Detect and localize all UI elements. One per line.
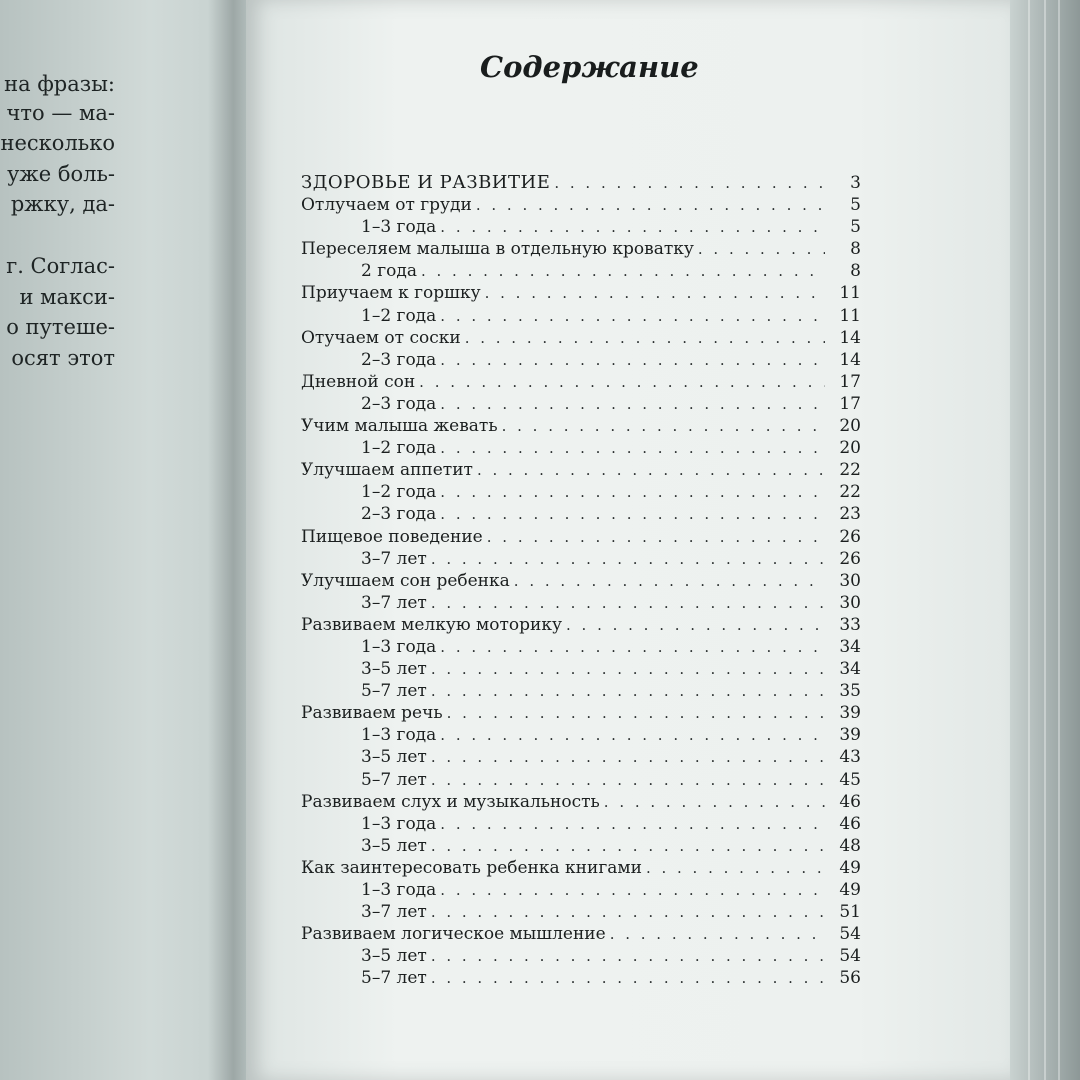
toc-entry	[301, 813, 861, 835]
toc-entry	[301, 680, 861, 702]
toc-leader-dots	[431, 592, 825, 614]
toc-entry	[301, 526, 861, 548]
toc-entry-page: 39	[839, 703, 861, 724]
toc-entry-label: 1–2 года	[361, 482, 437, 503]
toc-entry-page: 11	[839, 283, 861, 304]
toc-entry-page: 30	[839, 592, 861, 613]
toc-entry-page: 43	[839, 747, 861, 768]
toc-entry-page: 49	[839, 857, 861, 878]
toc-entry-label: 1–3 года	[361, 217, 437, 238]
toc-entry	[301, 548, 861, 570]
toc-leader-dots	[440, 879, 825, 901]
toc-leader-dots	[431, 658, 825, 680]
toc-entry-page: 5	[850, 217, 861, 238]
toc-leader-dots	[698, 238, 825, 260]
toc-entry-page: 23	[839, 504, 861, 525]
toc-entry-page: 45	[839, 769, 861, 790]
toc-entry-page: 49	[839, 880, 861, 900]
left-page-line: осят этот	[11, 346, 115, 370]
toc-entry-label: Развиваем мелкую моторику	[301, 614, 562, 635]
toc-entry-label: 3–5 лет	[361, 946, 427, 967]
toc-entry-page: 20	[839, 438, 861, 459]
toc-entry	[301, 260, 861, 282]
toc-entry-page: 54	[839, 946, 861, 967]
toc-entry-label: Приучаем к горшку	[301, 283, 481, 304]
toc-entry-label: 1–2 года	[361, 305, 437, 326]
toc-entry-label: 3–5 лет	[361, 835, 427, 856]
toc-entry	[301, 238, 861, 260]
toc-entry-page: 17	[839, 371, 861, 392]
toc-entry	[301, 305, 861, 327]
toc-entry	[301, 923, 861, 945]
toc-leader-dots	[604, 791, 825, 813]
toc-leader-dots	[487, 526, 825, 548]
toc-entry	[301, 658, 861, 680]
toc-entry	[301, 327, 861, 349]
toc-entry-label: 5–7 лет	[361, 769, 427, 790]
toc-entry	[301, 945, 861, 967]
toc-entry	[301, 437, 861, 459]
page-title: Содержание	[480, 50, 699, 84]
toc-entry-label: Развиваем речь	[301, 703, 443, 724]
toc-leader-dots	[477, 459, 825, 481]
toc-entry-label: Учим малыша жевать	[301, 416, 498, 437]
toc-entry-label: 5–7 лет	[361, 968, 427, 989]
toc-entry-page: 46	[839, 791, 861, 812]
toc-entry	[301, 503, 861, 525]
toc-leader-dots	[502, 415, 825, 437]
toc-leader-dots	[566, 614, 825, 636]
toc-entry-page: 35	[839, 681, 861, 702]
toc-entry	[301, 371, 861, 393]
toc-entry-label: 3–7 лет	[361, 548, 427, 569]
left-page-line: несколько	[0, 131, 115, 155]
toc-entry	[301, 724, 861, 746]
toc-entry-label: 2–3 года	[361, 504, 437, 525]
toc-leader-dots	[440, 393, 825, 415]
toc-entry-page: 14	[839, 349, 861, 370]
toc-entry-page: 20	[839, 416, 861, 437]
toc-entry-page: 39	[839, 725, 861, 746]
toc-entry-label: Отлучаем от груди	[301, 195, 472, 216]
toc-entry-label: 1–3 года	[361, 725, 437, 746]
left-page-line: г. Соглас-	[6, 254, 115, 278]
toc-entry	[301, 216, 861, 238]
toc-entry-page: 34	[839, 636, 861, 657]
toc-entry	[301, 415, 861, 437]
toc-entry-label: 2–3 года	[361, 393, 437, 414]
left-page-line: ржку, да-	[10, 192, 115, 216]
toc-entry-page: 30	[839, 570, 861, 591]
toc-entry-label: 1–3 года	[361, 880, 437, 900]
toc-entry	[301, 835, 861, 857]
toc-entry-label: 1–2 года	[361, 438, 437, 459]
toc-entry-label: Отучаем от соски	[301, 327, 461, 348]
toc-leader-dots	[440, 813, 825, 835]
toc-entry-label: 5–7 лет	[361, 681, 427, 702]
toc-entry-page: 22	[839, 460, 861, 481]
toc-entry	[301, 349, 861, 371]
toc-entry-label: ЗДОРОВЬЕ И РАЗВИТИЕ	[301, 172, 551, 193]
toc-leader-dots	[514, 570, 825, 592]
toc-entry-page: 8	[850, 239, 861, 260]
toc-leader-dots	[440, 349, 825, 371]
toc-entry	[301, 636, 861, 658]
toc-entry-label: Улучшаем сон ребенка	[301, 570, 510, 591]
toc-leader-dots	[431, 967, 825, 989]
toc-entry-page: 33	[839, 614, 861, 635]
toc-entry-page: 34	[839, 659, 861, 680]
toc-entry-label: 1–3 года	[361, 636, 437, 657]
toc-entry-page: 3	[850, 173, 861, 193]
toc-entry	[301, 857, 861, 879]
toc-leader-dots	[447, 702, 825, 724]
toc-entry-label: Улучшаем аппетит	[301, 460, 473, 481]
toc-entry-label: Развиваем слух и музыкальность	[301, 791, 600, 812]
toc-leader-dots	[440, 724, 825, 746]
toc-entry	[301, 901, 861, 923]
toc-leader-dots	[421, 260, 825, 282]
toc-entry-page: 51	[839, 902, 861, 923]
toc-leader-dots	[431, 769, 825, 791]
toc-entry	[301, 746, 861, 768]
toc-entry-page: 11	[839, 305, 861, 326]
toc-entry-label: 1–3 года	[361, 813, 437, 834]
toc-leader-dots	[431, 680, 825, 702]
toc-leader-dots	[431, 835, 825, 857]
toc-leader-dots	[440, 636, 825, 658]
toc-entry	[301, 702, 861, 724]
toc-leader-dots	[646, 857, 825, 879]
toc-entry-label: Переселяем малыша в отдельную кроватку	[301, 239, 694, 260]
toc-leader-dots	[431, 548, 825, 570]
left-page-line: уже боль-	[7, 162, 115, 186]
toc-entry	[301, 570, 861, 592]
toc-entry-label: Развиваем логическое мышление	[301, 924, 606, 945]
left-page-line: о путеше-	[6, 315, 115, 339]
toc-entry-page: 5	[850, 195, 861, 216]
toc-leader-dots	[419, 371, 825, 393]
left-page-line: на фразы:	[4, 72, 115, 96]
toc-entry-label: 3–5 лет	[361, 659, 427, 680]
toc-leader-dots	[440, 216, 825, 238]
toc-entry-label: 3–7 лет	[361, 902, 427, 923]
toc-leader-dots	[440, 305, 825, 327]
toc-entry-page: 46	[839, 813, 861, 834]
toc-leader-dots	[440, 503, 825, 525]
toc-entry-page: 56	[839, 968, 861, 989]
toc-entry	[301, 967, 861, 989]
toc-entry-label: Пищевое поведение	[301, 526, 483, 547]
toc-leader-dots	[465, 327, 825, 349]
toc-entry-label: Дневной сон	[301, 371, 416, 392]
toc-entry-page: 26	[839, 548, 861, 569]
toc-entry	[301, 172, 861, 194]
toc-entry-page: 14	[839, 327, 861, 348]
toc-entry	[301, 879, 861, 901]
table-of-contents	[301, 172, 861, 989]
toc-entry	[301, 459, 861, 481]
toc-entry-page: 17	[839, 393, 861, 414]
toc-leader-dots	[431, 746, 825, 768]
toc-entry-label: 3–7 лет	[361, 592, 427, 613]
toc-leader-dots	[610, 923, 825, 945]
toc-entry	[301, 614, 861, 636]
toc-leader-dots	[431, 945, 825, 967]
toc-entry	[301, 393, 861, 415]
toc-leader-dots	[554, 172, 825, 194]
toc-entry	[301, 481, 861, 503]
toc-leader-dots	[485, 282, 825, 304]
toc-entry-label: 2 года	[361, 261, 417, 282]
toc-entry-page: 8	[850, 261, 861, 282]
toc-entry-page: 26	[839, 526, 861, 547]
toc-leader-dots	[440, 437, 825, 459]
toc-entry-label: Как заинтересовать ребенка книгами	[301, 857, 642, 878]
toc-entry-label: 2–3 года	[361, 349, 437, 370]
toc-entry	[301, 769, 861, 791]
left-page-line: что — ма-	[6, 101, 115, 125]
toc-entry	[301, 592, 861, 614]
toc-leader-dots	[476, 194, 825, 216]
toc-entry	[301, 194, 861, 216]
toc-leader-dots	[440, 481, 825, 503]
toc-entry-page: 22	[839, 482, 861, 503]
toc-entry-page: 54	[839, 924, 861, 945]
page-edge	[1010, 0, 1080, 1080]
toc-entry	[301, 282, 861, 304]
toc-entry	[301, 791, 861, 813]
left-page-line: и макси-	[19, 285, 115, 309]
toc-leader-dots	[431, 901, 825, 923]
toc-entry-label: 3–5 лет	[361, 747, 427, 768]
toc-entry-page: 48	[839, 835, 861, 856]
